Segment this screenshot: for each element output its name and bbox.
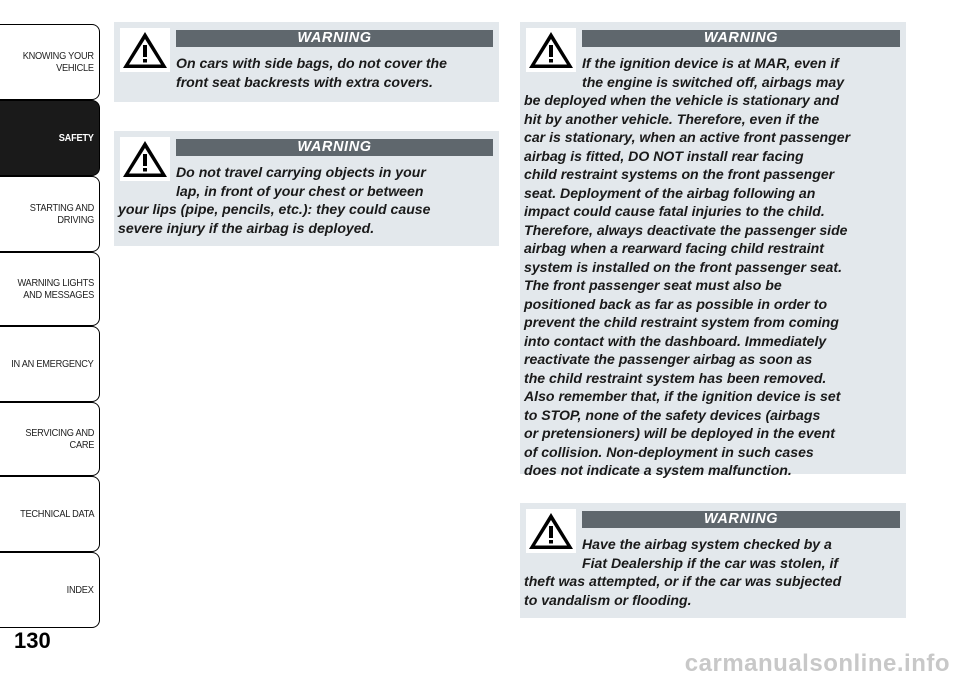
warning-line: lap, in front of your chest or between (176, 182, 424, 199)
tab-label: TECHNICAL DATA (19, 508, 94, 520)
warning-line: airbag when a rearward facing child restraint (524, 240, 824, 256)
warning-line: Have the airbag system checked by a (582, 536, 832, 552)
warning-line: Also remember that, if the ignition device is set (524, 388, 841, 404)
warning-line: prevent the child restraint system from coming (524, 314, 839, 330)
tab-in-an-emergency[interactable] (0, 326, 100, 402)
warning-line: of collision. Non-deployment in such cases (524, 443, 814, 460)
warning-line: reactivate the passenger airbag as soon as (524, 351, 813, 367)
warning-line: to STOP, none of the safety devices (airbags (524, 406, 821, 423)
warning-line: theft was attempted, or if the car was subjected (524, 573, 842, 589)
warning-line: If the ignition device is at MAR, even if (582, 55, 839, 71)
warning-line: car is stationary, when an active front passenger (524, 129, 851, 145)
warning-line: your lips (pipe, pencils, etc.): they could cause (118, 201, 431, 217)
tab-label: KNOWING YOUR VEHICLE (22, 50, 94, 74)
warning-text (118, 163, 493, 237)
tab-starting-and-driving[interactable] (0, 176, 100, 252)
warning-heading: WARNING (176, 139, 493, 156)
warning-line: be deployed when the vehicle is stationary and (524, 92, 839, 108)
warning-line: Fiat Dealership if the car was stolen, if (582, 554, 839, 571)
warning-line: seat. Deployment of the airbag following an (524, 184, 816, 201)
warning-line: the engine is switched off, airbags may (582, 73, 845, 90)
tab-label: WARNING LIGHTS AND MESSAGES (17, 277, 94, 301)
warning-box-side-bags (114, 22, 499, 102)
page-number: 130 (14, 628, 51, 653)
chapter-sidebar (0, 0, 102, 678)
watermark: carmanualsonline.info (684, 650, 950, 677)
warning-line: On cars with side bags, do not cover the (176, 55, 447, 71)
warning-heading: WARNING (582, 511, 900, 528)
warning-line: Therefore, always deactivate the passenger side (524, 221, 848, 238)
warning-box-airbag-check (520, 503, 906, 618)
warning-line: child restraint systems on the front passenger (524, 166, 835, 182)
warning-line: system is installed on the front passenger seat. (524, 258, 842, 275)
tab-label: SAFETY (59, 132, 94, 144)
warning-line: severe injury if the airbag is deployed. (118, 219, 375, 236)
warning-heading: WARNING (582, 30, 900, 47)
warning-box-objects-in-lap (114, 131, 499, 246)
warning-box-ignition-mar (520, 22, 906, 478)
warning-line: The front passenger seat must also be (524, 277, 782, 293)
tab-label: INDEX (67, 584, 94, 596)
warning-line: to vandalism or flooding. (524, 591, 692, 608)
warning-line: into contact with the dashboard. Immediately (524, 332, 827, 349)
warning-line: airbag is fitted, DO NOT install rear facing (524, 147, 804, 164)
warning-text (118, 54, 493, 91)
warning-text (524, 54, 900, 480)
tab-label: IN AN EMERGENCY (11, 358, 94, 370)
tab-warning-lights-and-messages[interactable] (0, 252, 100, 326)
warning-line: front seat backrests with extra covers. (176, 73, 433, 90)
tab-technical-data[interactable] (0, 476, 100, 552)
tab-servicing-and-care[interactable] (0, 402, 100, 476)
warning-heading: WARNING (176, 30, 493, 47)
warning-line: Do not travel carrying objects in your (176, 164, 426, 180)
warning-line: positioned back as far as possible in order to (524, 295, 828, 312)
warning-line: does not indicate a system malfunction. (524, 462, 792, 478)
warning-line: impact could cause fatal injuries to the child. (524, 203, 825, 219)
tab-label: STARTING AND DRIVING (29, 202, 94, 226)
warning-line: hit by another vehicle. Therefore, even if the (524, 110, 820, 127)
tab-safety[interactable] (0, 100, 100, 176)
warning-line: the child restraint system has been removed. (524, 369, 827, 386)
tab-index[interactable] (0, 552, 100, 628)
tab-knowing-your-vehicle[interactable] (0, 24, 100, 100)
warning-line: or pretensioners) will be deployed in the event (524, 425, 835, 441)
warning-text (524, 535, 900, 609)
tab-label: SERVICING AND CARE (25, 427, 94, 451)
